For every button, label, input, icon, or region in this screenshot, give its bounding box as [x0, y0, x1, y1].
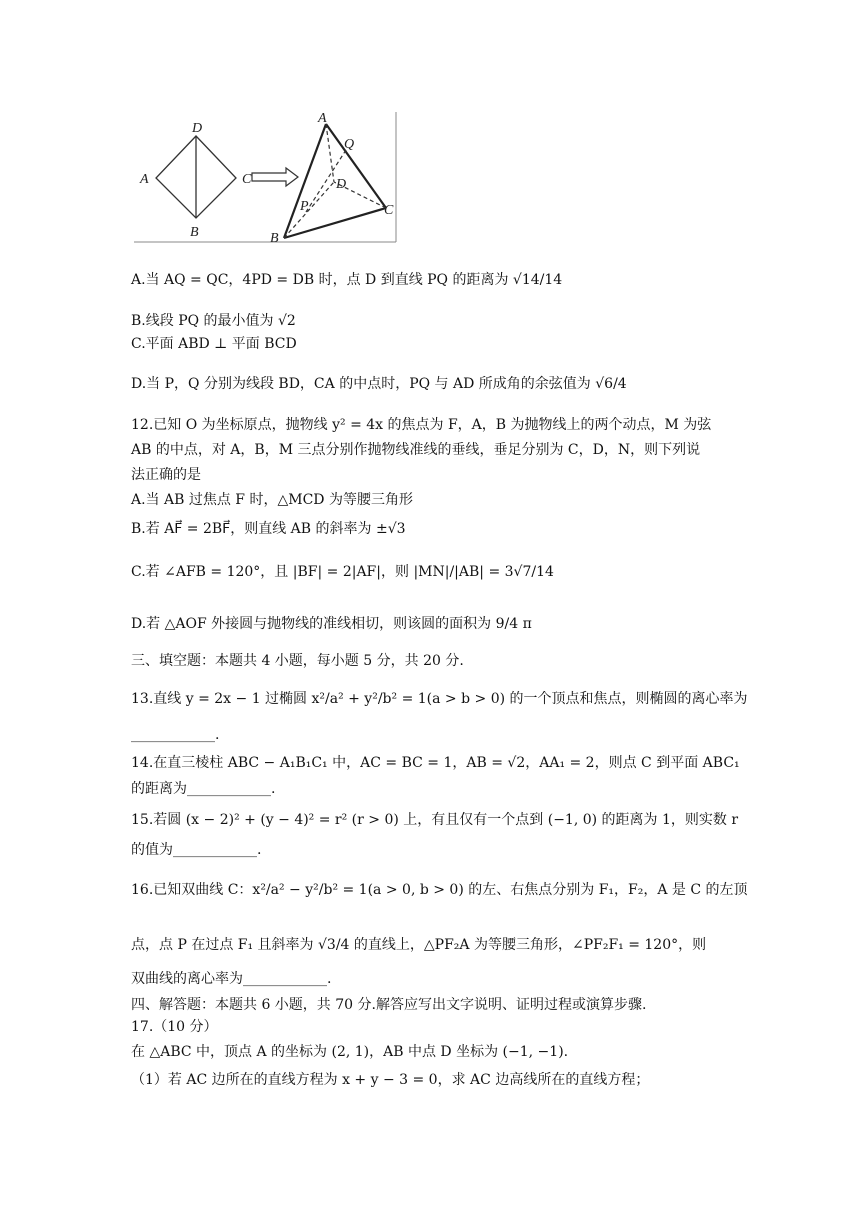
label-right-B: B: [270, 231, 279, 244]
question-12-line-1: 12.已知 O 为坐标原点，抛物线 y² = 4x 的焦点为 F，A，B 为抛物线上的两个动点，M 为弦: [131, 417, 712, 433]
option-11d: D.当 P，Q 分别为线段 BD，CA 的中点时，PQ 与 AD 所成角的余弦值为 √6/4: [131, 376, 627, 392]
arrow-icon: [252, 168, 298, 186]
question-13-line-1: 13.直线 y = 2x − 1 过椭圆 x²/a² + y²/b² = 1(a > b > 0) 的一个顶点和焦点，则椭圆的离心率为: [131, 691, 748, 707]
label-right-P: P: [300, 199, 309, 214]
question-16-line-3: 双曲线的离心率为____________.: [131, 971, 332, 987]
question-13-blank: ____________.: [131, 727, 220, 743]
option-11b: B.线段 PQ 的最小值为 √2: [131, 313, 296, 329]
question-14-line-2: 的距离为____________.: [131, 781, 276, 797]
option-11c: C.平面 ABD ⊥ 平面 BCD: [131, 336, 297, 352]
question-12-line-2: AB 的中点，对 A，B，M 三点分别作抛物线准线的垂线，垂足分别为 C，D，N，则下列说: [131, 442, 701, 458]
option-11a: A.当 AQ = QC，4PD = DB 时，点 D 到直线 PQ 的距离为 √14/14: [131, 272, 563, 288]
option-12a: A.当 AB 过焦点 F 时，△MCD 为等腰三角形: [131, 492, 413, 508]
section-4-heading: 四、解答题：本题共 6 小题，共 70 分.解答应写出文字说明、证明过程或演算步骤.: [131, 997, 647, 1013]
section-3-heading: 三、填空题：本题共 4 小题，每小题 5 分，共 20 分.: [131, 653, 464, 669]
label-right-Q: Q: [344, 137, 355, 152]
label-right-C: C: [384, 203, 394, 218]
question-16-line-1: 16.已知双曲线 C：x²/a² − y²/b² = 1(a > 0, b > 0) 的左、右焦点分别为 F₁，F₂，A 是 C 的左顶: [131, 882, 748, 898]
question-17-header: 17.（10 分）: [131, 1019, 218, 1035]
label-right-A: A: [318, 111, 327, 126]
label-left-C: C: [242, 172, 252, 187]
option-12c: C.若 ∠AFB = 120°，且 |BF| = 2|AF|，则 |MN|/|AB| = 3√7/14: [131, 564, 554, 580]
geometry-figure: [134, 110, 398, 244]
folding-diagram: [134, 110, 398, 244]
label-right-D: D: [336, 177, 347, 192]
question-15-line-2: 的值为____________.: [131, 842, 262, 858]
option-12b: B.若 AF⃗ = 2BF⃗，则直线 AB 的斜率为 ±√3: [131, 521, 406, 537]
question-16-line-2: 点，点 P 在过点 F₁ 且斜率为 √3/4 的直线上，△PF₂A 为等腰三角形，∠PF₂F₁ = 120°，则: [131, 937, 707, 953]
question-15-line-1: 15.若圆 (x − 2)² + (y − 4)² = r² (r > 0) 上，有且仅有一个点到 (−1, 0) 的距离为 1，则实数 r: [131, 812, 739, 828]
question-14-line-1: 14.在直三棱柱 ABC − A₁B₁C₁ 中，AC = BC = 1，AB = √2，AA₁ = 2，则点 C 到平面 ABC₁: [131, 755, 740, 771]
option-12d: D.若 △AOF 外接圆与抛物线的准线相切，则该圆的面积为 9/4 π: [131, 616, 532, 632]
question-12-line-3: 法正确的是: [131, 467, 201, 483]
question-17-stem: 在 △ABC 中，顶点 A 的坐标为 (2, 1)，AB 中点 D 坐标为 (−1, −1).: [131, 1044, 569, 1060]
label-left-D: D: [192, 121, 203, 136]
question-17-part-1: （1）若 AC 边所在的直线方程为 x + y − 3 = 0，求 AC 边高线所在的直线方程；: [131, 1072, 650, 1088]
label-left-B: B: [190, 225, 199, 240]
tetrahedron-shape: [284, 124, 386, 238]
label-left-A: A: [140, 172, 149, 187]
